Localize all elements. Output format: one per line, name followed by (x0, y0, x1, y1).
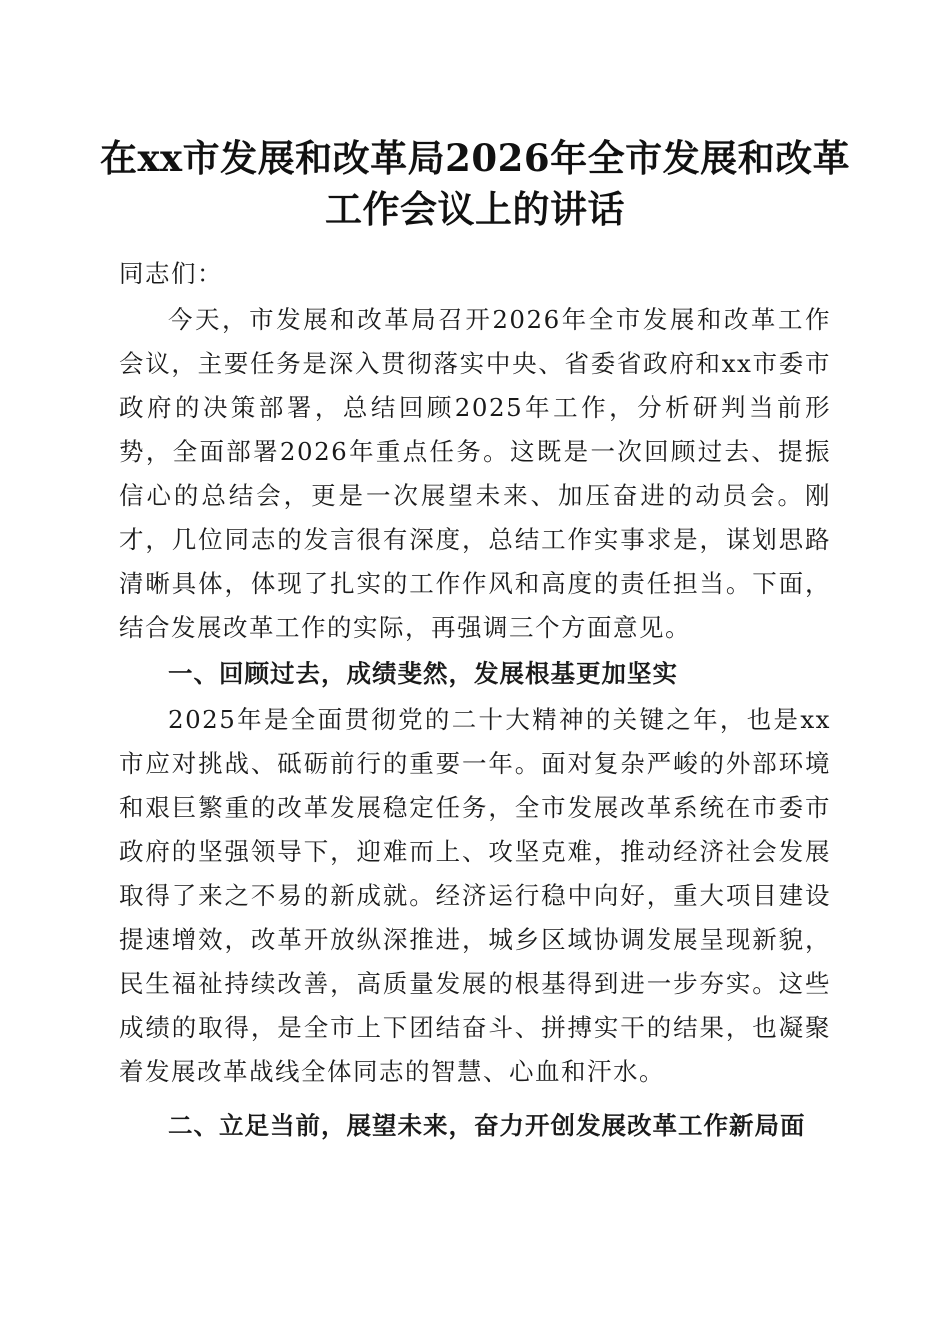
title-line-2: 工作会议上的讲话 (325, 187, 625, 231)
title-line-1: 在xx市发展和改革局2026年全市发展和改革 (100, 136, 851, 180)
section-1-paragraph: 2025年是全面贯彻党的二十大精神的关键之年，也是xx市应对挑战、砥砺前行的重要一年。面对复杂严峻的外部环境和艰巨繁重的改革发展稳定任务，全市发展改革系统在市委市政府的坚强领导下，迎难而上、攻坚克难，推动经济社会发展取得了来之不易的新成就。经济运行稳中向好，重大项目建设提速增效，改革开放纵深推进，城乡区域协调发展呈现新貌，民生福祉持续改善，高质量发展的根基得到进一步夯实。这些成绩的取得，是全市上下团结奋斗、拼搏实干的结果，也凝聚着发展改革战线全体同志的智慧、心血和汗水。 (119, 705, 831, 1086)
greeting: 同志们： (119, 259, 223, 288)
document-body (119, 252, 831, 1150)
section-heading-1: 一、回顾过去，成绩斐然，发展根基更加坚实 (168, 659, 678, 688)
section-heading-2: 二、立足当前，展望未来，奋力开创发展改革工作新局面 (168, 1111, 806, 1140)
intro-paragraph: 今天，市发展和改革局召开2026年全市发展和改革工作会议，主要任务是深入贯彻落实中央、省委省政府和xx市委市政府的决策部署，总结回顾2025年工作，分析研判当前形势，全面部署2026年重点任务。这既是一次回顾过去、提振信心的总结会，更是一次展望未来、加压奋进的动员会。刚才，几位同志的发言很有深度，总结工作实事求是，谋划思路清晰具体，体现了扎实的工作作风和高度的责任担当。下面，结合发展改革工作的实际，再强调三个方面意见。 (119, 305, 831, 642)
document-title (100, 133, 850, 235)
